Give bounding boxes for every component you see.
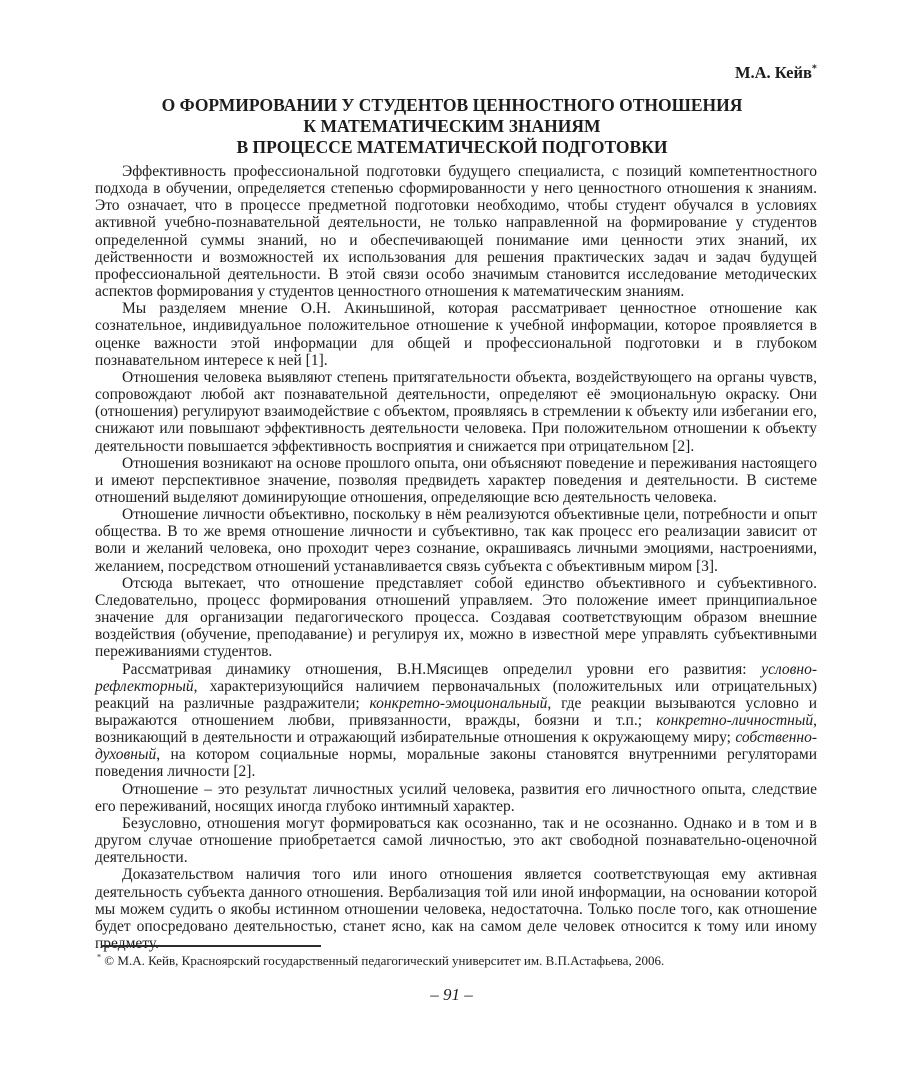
- paragraph-text: Отношение личности объективно, поскольку в нём реализуются объективные цели, потребности и опыт общества. В то же время отношение личности и субъективно, так как процесс его реализации зависит от воли и желаний человека, оно проходит через сознание, окрашиваясь личными эмоциями, настроениями, желанием, посредством отношений устанавливается связь субъекта с объективным миром [3].: [95, 506, 817, 575]
- paragraph-text: Безусловно, отношения могут формироваться как осознанно, так и не осознанно. Однако и в том и в другом случае отношение приобретается самой личностью, это акт свободной познавательно-оценочной деятельности.: [95, 814, 817, 867]
- paragraph: [95, 815, 817, 866]
- paragraph: [95, 575, 817, 661]
- italic-term: собственно-духовный: [95, 729, 817, 764]
- page-number: – 91 –: [430, 985, 473, 1004]
- paragraph: [95, 163, 817, 300]
- paragraph-text: , где реакции вызываются условно и выражаются отношением любви, привязанности, вражды, боязни и т.п.;: [95, 694, 817, 729]
- paragraph-text: Рассматривая динамику отношения, В.Н.Мясищев определил уровни его развития:: [122, 660, 762, 678]
- footnote-block: [95, 945, 817, 968]
- footnote-text: [95, 953, 817, 968]
- footnote-divider: [101, 945, 321, 947]
- italic-term: конкретно-эмоциональный: [369, 694, 548, 712]
- paragraph-text: Доказательством наличия того или иного отношения является соответствующая ему активная деятельность субъекта данного отношения. Вербализация той или иной информации, на основании которой мы можем судить о якобы истинном отношении человека, недостаточна. Только после того, как отношение будет опосредовано деятельностью, станет ясно, как на самом деле человек относится к тому или иному предмету.: [95, 866, 817, 953]
- footnote-mark: *: [97, 952, 102, 962]
- paragraph-text: Эффективность профессиональной подготовки будущего специалиста, с позиций компетентностного подхода в обучении, определяется степенью сформированности у него ценностного отношения к знаниям. Это означает, что в процессе предметной подготовки необходимо, чтобы студент обучался в условиях активной учебно-познавательной деятельности, не только направленной на формирование у студентов определенной суммы знаний, но и обеспечивающей понимание ими ценности этих знаний, их действенности и возможностей их использования для решения практических задач и задач будущей профессиональной деятельности. В этой связи особо значимым становится исследование методических аспектов формирования у студентов ценностного отношения к математическим знаниям.: [95, 163, 817, 301]
- title-line: В ПРОЦЕССЕ МАТЕМАТИЧЕСКОЙ ПОДГОТОВКИ: [236, 137, 668, 157]
- paragraph-text: Отношение – это результат личностных усилий человека, развития его личностного опыта, следствие его переживаний, носящих иногда глубоко интимный характер.: [95, 780, 817, 815]
- title-line: О ФОРМИРОВАНИИ У СТУДЕНТОВ ЦЕННОСТНОГО ОТНОШЕНИЯ: [161, 95, 743, 115]
- paragraph-text: Отношения человека выявляют степень притягательности объекта, воздействующего на органы чувств, сопровождают любой акт познавательной деятельности, определяют её эмоциональную окраску. Они (отношения) регулируют взаимодействие с объектом, проявляясь в стремлении к объекту или избегании его, снижают или повышают эффективность деятельности человека. При положительном отношении к объекту деятельности повышается эффективность восприятия и снижается при отрицательном [2].: [95, 368, 817, 455]
- paragraph: [95, 369, 817, 455]
- italic-term: условно-рефлекторный: [95, 660, 817, 695]
- paragraph-text: , на котором социальные нормы, моральные законы становятся внутренними регуляторами поведения личности [2].: [95, 746, 817, 781]
- author-footnote-mark: *: [811, 63, 817, 75]
- paragraph: [95, 506, 817, 575]
- paragraph: [95, 300, 817, 369]
- paragraph: [95, 781, 817, 815]
- paragraph: [95, 455, 817, 506]
- article-title: [91, 95, 813, 158]
- title-line: К МАТЕМАТИЧЕСКИМ ЗНАНИЯМ: [303, 116, 601, 136]
- paragraph-text: Отсюда вытекает, что отношение представляет собой единство объективного и субъективного. Следовательно, процесс формирования отношений управляем. Это положение имеет принципиальное значение для организации педагогического процесса. Создавая соответствующим образом внешние воздействия (обучение, преподавание) и регулируя их, можно в известной мере управлять субъективными переживаниями студентов.: [95, 574, 817, 661]
- paragraph-text: , возникающий в деятельности и отражающий избирательные отношения к окружающему миру;: [95, 712, 817, 747]
- italic-term: конкретно-личностный: [656, 712, 814, 729]
- article-body: [95, 163, 817, 952]
- paragraph-text: Мы разделяем мнение О.Н. Акиньшиной, которая рассматривает ценностное отношение как сознательное, индивидуальное положительное отношение к учебной информации, которое проявляется в оценке важности этой информации для общей и профессиональной подготовки и в глубоком познавательном интересе к ней [1].: [95, 300, 817, 369]
- author-line: [95, 63, 817, 83]
- paragraph: [95, 661, 817, 781]
- paragraph-text: , характеризующийся наличием первоначальных (положительных или отрицательных) реакций на различные раздражители;: [95, 677, 817, 712]
- paragraph: [95, 866, 817, 952]
- footnote-copyright: © М.А. Кейв, Красноярский государственный педагогический университет им. В.П.Астафьева, 2006.: [101, 953, 665, 968]
- author-name: М.А. Кейв: [734, 63, 812, 82]
- paragraph-text: Отношения возникают на основе прошлого опыта, они объясняют поведение и переживания настоящего и имеют перспективное значение, позволяя предвидеть характер поведения и деятельности. В системе отношений выделяют доминирующие отношения, определяющие всю деятельность человека.: [95, 454, 817, 506]
